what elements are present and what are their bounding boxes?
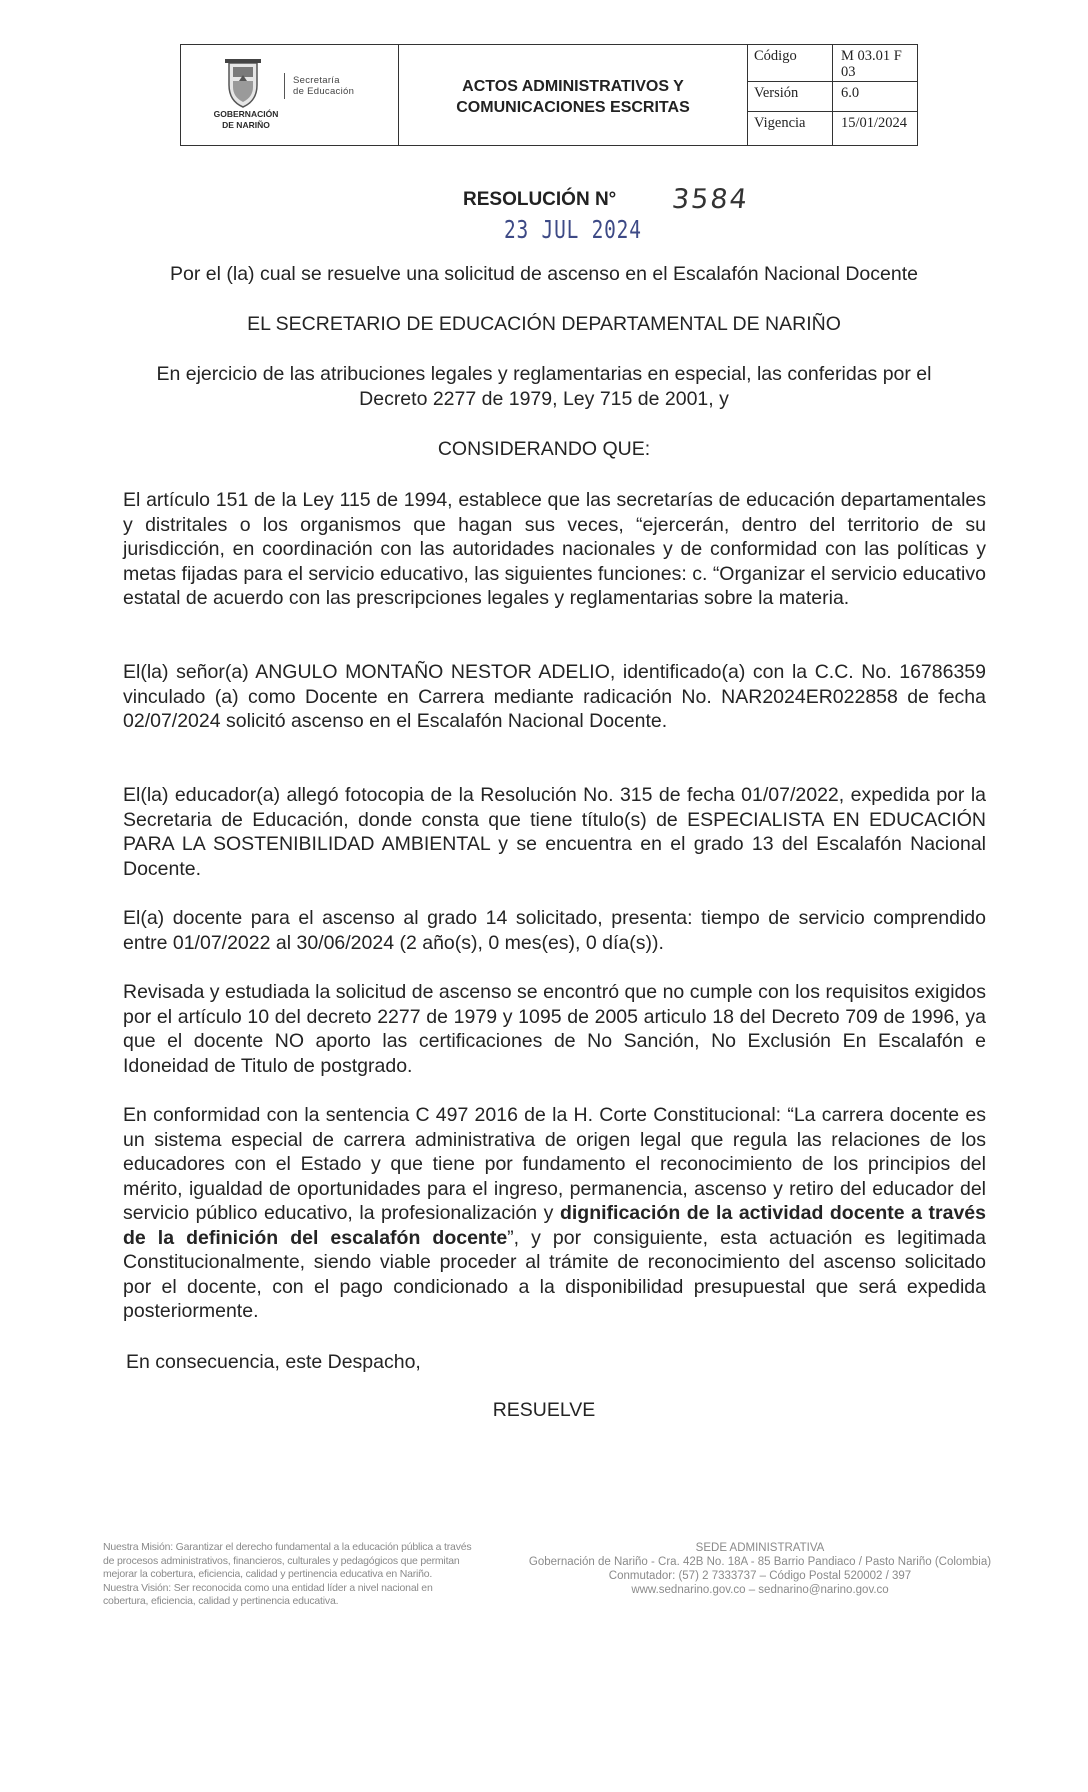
footer-right-line-1: SEDE ADMINISTRATIVA bbox=[695, 1542, 825, 1554]
footer-mission-vision bbox=[103, 1541, 483, 1609]
para6-text-end: ”, y por consiguiente, esta actuación es legitimada Constitucionalmente, siendo viable proceder al trámite de reconocimiento del ascenso solicitado por el docente, con el pago condicionado a la disponibilidad presupuestal que será expedida posteriormente. bbox=[123, 1226, 986, 1322]
logo-divider bbox=[284, 73, 285, 99]
header-meta-cell bbox=[748, 45, 917, 145]
paragraph-requirements: Revisada y estudiada la solicitud de ascenso se encontró que no cumple con los requisitos exigidos por el artículo 10 del decreto 2277 de 1979 y 1095 de 2005 articulo 18 del Decreto 709 de 1996, ya que el docente NO aporto las certificaciones de No Sanción, No Exclusión En Escalafón e Idoneidad de Titulo de postgrado. bbox=[123, 981, 986, 1077]
footer-left-line-5: cobertura, eficiencia, calidad y pertinencia educativa. bbox=[103, 1595, 339, 1607]
version-value: 6.0 bbox=[841, 85, 860, 101]
footer-left-line-3: mejorar la cobertura, eficiencia, calidad y pertinencia educativa en Nariño. bbox=[103, 1568, 433, 1580]
para6-text-bold: dignificación de la actividad docente a través de la definición del escalafón docente bbox=[123, 1202, 986, 1249]
footer-left-line-4: Nuestra Visión: Ser reconocida como una entidad líder a nivel nacional en bbox=[103, 1581, 433, 1594]
paragraph-applicant: El(la) señor(a) ANGULO MONTAÑO NESTOR ADELIO, identificado(a) con la C.C. No. 16786359 vinculado (a) como Docente en Carrera mediante radicación No. NAR2024ER022858 de fecha 02/07/2024 solicitó ascenso en el Escalafón Nacional Docente. bbox=[123, 661, 986, 732]
meta-row-version bbox=[748, 82, 917, 112]
paragraph-article-151: El artículo 151 de la Ley 115 de 1994, establece que las secretarías de educación departamentales y distritales o los organismos que hagan sus veces, “ejercerán, dentro del territorio de su jurisdicción, en coordinación con las autoridades nacionales y de conformidad con las políticas y metas fijadas para el servicio educativo, las siguientes funciones: c. “Organizar el servicio educativo estatal de acuerdo con las prescripciones legales y reglamentarias sobre la materia. bbox=[123, 489, 986, 609]
issuing-authority: EL SECRETARIO DE EDUCACIÓN DEPARTAMENTAL DE NARIÑO bbox=[247, 313, 841, 335]
header-title-line-1: ACTOS ADMINISTRATIVOS Y bbox=[462, 78, 684, 95]
meta-row-vigencia bbox=[748, 112, 917, 145]
resolution-subject: Por el (la) cual se resuelve una solicitud de ascenso en el Escalafón Nacional Docente bbox=[170, 263, 918, 285]
consequence-line: En consecuencia, este Despacho, bbox=[126, 1351, 421, 1373]
footer-right-line-2: Gobernación de Nariño - Cra. 42B No. 18A - 85 Barrio Pandiaco / Pasto Nariño (Colombia) bbox=[528, 1556, 992, 1568]
governorate-line-1: GOBERNACIÓN bbox=[213, 109, 279, 119]
department-name bbox=[293, 75, 354, 97]
considering-heading: CONSIDERANDO QUE: bbox=[437, 438, 651, 460]
date-stamp: 23 JUL 2024 bbox=[504, 215, 642, 244]
vigencia-label: Vigencia bbox=[748, 112, 833, 145]
resolution-label: RESOLUCIÓN N° bbox=[463, 189, 617, 210]
paragraph-service-time: El(a) docente para el ascenso al grado 14 solicitado, presenta: tiempo de servicio comprendido entre 01/07/2022 al 30/06/2024 (2 año(s), 0 mes(es), 0 día(s)). bbox=[123, 907, 986, 954]
legal-powers-line-2: Decreto 2277 de 1979, Ley 715 de 2001, y bbox=[359, 387, 729, 410]
document-header-table bbox=[180, 44, 918, 146]
footer-left-line-1: Nuestra Misión: Garantizar el derecho fundamental a la educación pública a través bbox=[103, 1541, 472, 1553]
coat-of-arms-icon bbox=[221, 57, 265, 111]
vigencia-value: 15/01/2024 bbox=[841, 115, 908, 131]
header-logo-cell bbox=[181, 45, 399, 145]
governorate-name bbox=[207, 109, 285, 131]
footer-right-line-4: www.sednarino.gov.co – sednarino@narino.gov.co bbox=[631, 1584, 889, 1596]
para6-text-start: En conformidad con la sentencia C 497 2016 de la H. Corte Constitucional: “La carrera docente es un sistema especial de carrera administrativa de origen legal que regula las relaciones de los educadores con el Estado y que tiene por fundamento el reconocimiento de los principios del mérito, igualdad de oportunidades para el ingreso, permanencia, ascenso y retiro del educador del servicio público educativo, la profesionalización y bbox=[123, 1104, 986, 1224]
codigo-label: Código bbox=[748, 45, 833, 81]
paragraph-title-evidence: El(la) educador(a) allegó fotocopia de la Resolución No. 315 de fecha 01/07/2022, expedida por la Secretaria de Educación, donde consta que tiene título(s) de ESPECIALISTA EN EDUCACIÓN PARA LA SOSTENIBILIDAD AMBIENTAL y se encuentra en el grado 13 del Escalafón Nacional Docente. bbox=[123, 784, 986, 880]
legal-powers-line-1: En ejercicio de las atribuciones legales y reglamentarias en especial, las conferidas por el bbox=[156, 363, 932, 385]
department-line-1: Secretaría bbox=[293, 75, 340, 86]
meta-row-codigo bbox=[748, 45, 917, 82]
department-line-2: de Educación bbox=[293, 86, 355, 97]
resolution-number-handwritten: 3584 bbox=[670, 184, 751, 215]
header-title-line-2: COMUNICACIONES ESCRITAS bbox=[456, 99, 690, 116]
codigo-value: M 03.01 F 03 bbox=[841, 48, 902, 80]
resolve-heading: RESUELVE bbox=[492, 1399, 596, 1421]
footer-right-line-3: Conmutador: (57) 2 7333737 – Código Postal 520002 / 397 bbox=[608, 1570, 912, 1582]
footer-contact-info bbox=[505, 1541, 1015, 1597]
paragraph-constitutional-court bbox=[123, 1103, 986, 1324]
header-title-cell bbox=[399, 45, 748, 145]
legal-powers bbox=[100, 362, 988, 411]
footer-left-line-2: de procesos administrativos, financieros, culturales y pedagógicos que permitan bbox=[103, 1554, 460, 1567]
governorate-line-2: DE NARIÑO bbox=[222, 120, 270, 130]
version-label: Versión bbox=[748, 82, 833, 111]
